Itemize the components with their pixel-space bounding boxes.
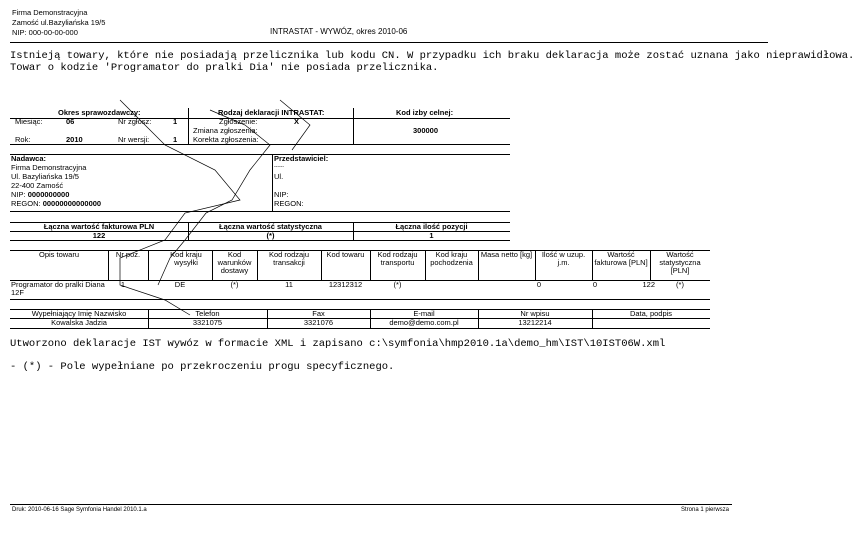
- document-title: INTRASTAT - WYWÓZ, okres 2010-06: [270, 27, 408, 36]
- representative-title: Przedstawiciel:: [274, 154, 329, 163]
- declaration-type-title: Rodzaj deklaracji INTRASTAT:: [218, 108, 325, 117]
- contact-email: demo@demo.com.pl: [389, 318, 459, 327]
- sender-nip-value: 0000000000: [27, 190, 70, 199]
- item-count-value: 1: [429, 231, 434, 240]
- row-statistical-value: (*): [676, 280, 684, 289]
- sender-nip-label: NIP:: [11, 190, 26, 199]
- col-header-transaction: Kod rodzaju transakcji: [268, 250, 310, 267]
- representative-street-label: Ul.: [274, 172, 284, 181]
- item-count-label: Łączna ilość pozycji: [395, 222, 468, 231]
- footer-divider: [10, 504, 732, 505]
- col-header-goods-code: Kod towaru: [326, 250, 365, 259]
- invoice-total-label: Łączna wartość fakturowa PLN: [43, 222, 155, 231]
- col-header-statistical-value: Wartość statystyczna [PLN]: [659, 250, 701, 275]
- row-goods-code: 12312312: [328, 280, 363, 289]
- row-net-mass: 0: [536, 280, 541, 289]
- company-address: Zamość ul.Bazyliańska 19/5: [12, 18, 106, 27]
- warning-line-2: Towar o kodzie 'Programator do pralki Dia' nie posiada przelicznika.: [10, 62, 439, 74]
- company-nip: NIP: 000-00-00-000: [12, 28, 78, 37]
- warning-line-1: Istnieją towary, które nie posiadają przelicznika lub kodu CN. W przypadku ich braku deklaracja może zostać uznana jako nieprawidłowa.: [10, 50, 854, 62]
- month-label: Miesiąc:: [15, 117, 43, 126]
- company-name: Firma Demonstracyjna: [12, 8, 88, 17]
- contact-header-signature: Data, podpis: [629, 309, 673, 318]
- row-transaction: 11: [285, 280, 293, 289]
- col-header-description: Opis towaru: [38, 250, 80, 259]
- sender-city: 22-400 Zamość: [11, 181, 64, 190]
- representative-regon-label: REGON:: [274, 199, 304, 208]
- row-dispatch-country: DE: [174, 280, 186, 289]
- zmiana-label: Zmiana zgłoszenia:: [193, 126, 258, 135]
- sender-regon-label: REGON:: [11, 199, 41, 208]
- col-header-supplementary-qty: Ilość w uzup. j.m.: [541, 250, 586, 267]
- month-value: 06: [66, 117, 75, 126]
- contact-header-filler: Wypełniający Imię Nazwisko: [31, 309, 127, 318]
- period-title: Okres sprawozdawczy:: [58, 108, 141, 117]
- xml-export-note: Utworzono deklaracje IST wywóz w formacie XML i zapisano c:\symfonia\hmp2010.1a\demo_hm\IST\10IST06W.xml: [10, 338, 666, 350]
- nr-zglosz-label: Nr zgłosz:: [118, 117, 152, 126]
- footnote: - (*) - Pole wypełniane po przekroczeniu progu specyficznego.: [10, 361, 395, 373]
- footer-print-info: Druk: 2010-06-16 Sage Symfonia Handel 2010.1.a: [12, 507, 147, 513]
- row-description: Programator do pralki Diana 12F: [11, 280, 105, 297]
- invoice-total-value: 122: [92, 231, 106, 240]
- col-header-invoice-value: Wartość fakturowa [PLN]: [594, 250, 648, 267]
- sender-title: Nadawca:: [11, 154, 47, 163]
- sender-street: Ul. Bazyliańska 19/5: [11, 172, 79, 181]
- contact-header-phone: Telefon: [195, 309, 220, 318]
- nr-wersji-label: Nr wersji:: [118, 135, 150, 144]
- customs-office-title: Kod izby celnej:: [396, 108, 454, 117]
- contact-filler-name: Kowalska Jadzia: [51, 318, 107, 327]
- contact-phone: 3321075: [192, 318, 223, 327]
- customs-office-value: 300000: [413, 126, 439, 135]
- year-label: Rok:: [15, 135, 31, 144]
- sender-regon-value: 00000000000000: [42, 199, 102, 208]
- statistical-total-value: (*): [266, 231, 275, 240]
- representative-dash: ------: [274, 164, 284, 170]
- row-position: 1: [120, 280, 126, 289]
- row-transport: (*): [393, 280, 402, 289]
- row-supplementary-qty: 0: [592, 280, 597, 289]
- sender-name: Firma Demonstracyjna: [11, 163, 87, 172]
- col-header-delivery-terms: Kod warunków dostawy: [217, 250, 252, 275]
- year-value: 2010: [66, 135, 83, 144]
- zgloszenie-label: Zgłoszenie:: [219, 117, 258, 126]
- row-delivery-terms: (*): [230, 280, 239, 289]
- contact-registry: 13212214: [518, 318, 552, 327]
- contact-fax: 3321076: [303, 318, 334, 327]
- nr-zglosz-value: 1: [173, 117, 178, 126]
- col-header-position: Nr poz.: [115, 250, 141, 259]
- zgloszenie-value: X: [294, 117, 300, 126]
- nr-wersji-value: 1: [173, 135, 178, 144]
- col-header-origin-country: Kod kraju pochodzenia: [430, 250, 473, 267]
- col-header-net-mass: Masa netto [kg]: [480, 250, 533, 259]
- row-invoice-value: 122: [642, 280, 655, 289]
- contact-header-fax: Fax: [312, 309, 325, 318]
- contact-header-email: E-mail: [413, 309, 435, 318]
- col-header-dispatch-country: Kod kraju wysyłki: [170, 250, 202, 267]
- contact-header-registry: Nr wpisu: [520, 309, 550, 318]
- korekta-label: Korekta zgłoszenia:: [193, 135, 259, 144]
- col-header-transport: Kod rodzaju transportu: [377, 250, 418, 267]
- header-divider: [10, 42, 768, 43]
- representative-nip-label: NIP:: [274, 190, 289, 199]
- footer-page-number: Strona 1 pierwsza: [681, 507, 730, 513]
- statistical-total-label: Łączna wartość statystyczna: [219, 222, 322, 231]
